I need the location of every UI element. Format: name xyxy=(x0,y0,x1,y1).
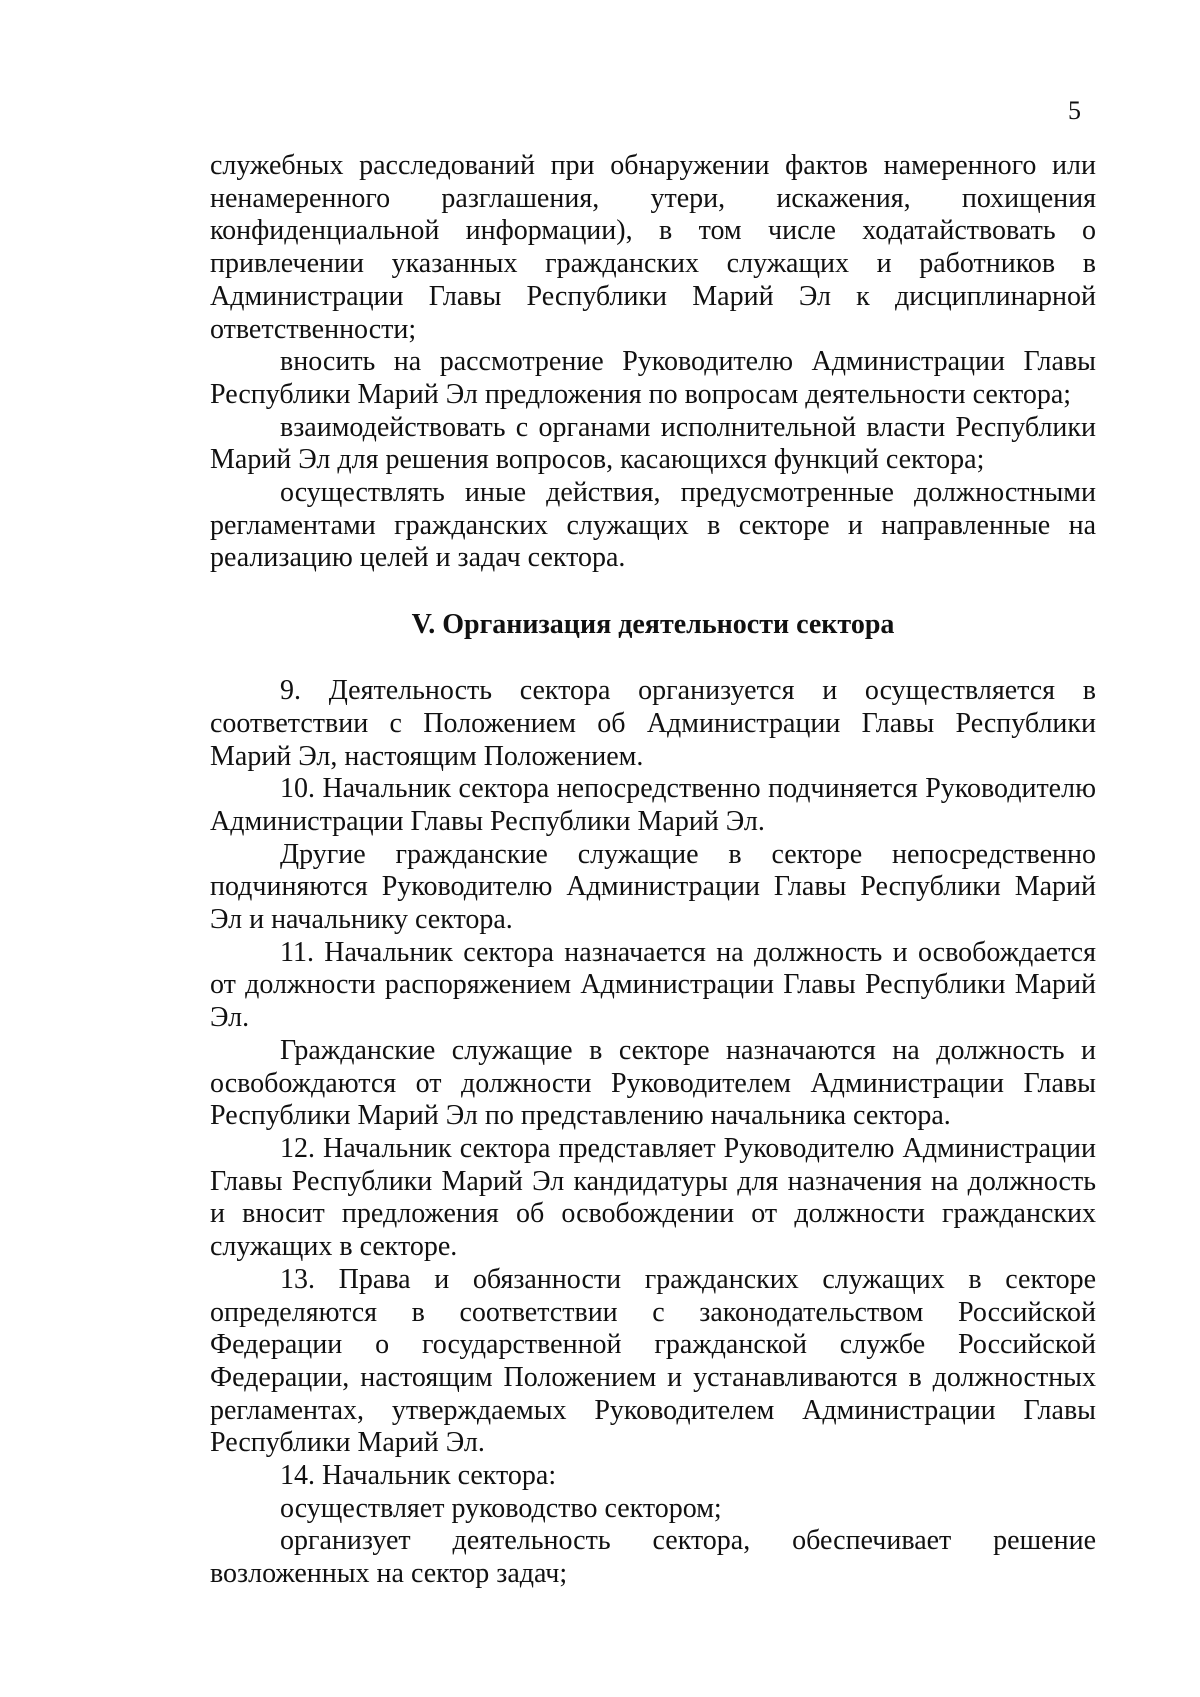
paragraph-item-14: 14. Начальник сектора: xyxy=(280,1460,557,1492)
section-heading: V. Организация деятельности сектора xyxy=(411,609,895,641)
paragraph: взаимодействовать с органами исполнительной власти Республики Марий Эл для решения вопросов, касающихся функций сектора; xyxy=(210,411,1096,476)
paragraph-item-13: 13. Права и обязанности гражданских служащих в секторе определяются в соответствии с законодательством Российской Федерации о государственной гражданской службе Российской Федерации, настоящим Положением и устанавливаются в должностных регламентах, утверждаемых Руководителем Администрации Главы Республики Марий Эл. xyxy=(210,1263,1096,1459)
page-number: 5 xyxy=(1068,96,1081,125)
paragraph: Гражданские служащие в секторе назначаются на должность и освобождаются от должности Руководителем Администрации Главы Республики Марий Эл по представлению начальника сектора. xyxy=(210,1034,1096,1132)
paragraph-item-10: 10. Начальник сектора непосредственно подчиняется Руководителю Администрации Главы Республики Марий Эл. xyxy=(210,773,1096,837)
paragraph-item-11: 11. Начальник сектора назначается на должность и освобождается от должности распоряжением Администрации Главы Республики Марий Эл. xyxy=(210,936,1096,1034)
paragraph: Другие гражданские служащие в секторе непосредственно подчиняются Руководителю Администрации Главы Республики Марий Эл и начальнику сектора. xyxy=(210,838,1096,936)
paragraph: организует деятельность сектора, обеспечивает решение возложенных на сектор задач; xyxy=(210,1525,1096,1590)
paragraph: осуществлять иные действия, предусмотренные должностными регламентами гражданских служащих в секторе и направленные на реализацию целей и задач сектора. xyxy=(210,477,1096,574)
paragraph-item-12: 12. Начальник сектора представляет Руководителю Администрации Главы Республики Марий Эл кандидатуры для назначения на должность и вносит предложения об освобождении от должности гражданских служащих в секторе. xyxy=(210,1132,1096,1263)
paragraph-continuation: служебных расследований при обнаружении фактов намеренного или ненамеренного разглашения, утери, искажения, похищения конфиденциальной информации), в том числе ходатайствовать о привлечении указанных гражданских служащих и работников в Администрации Главы Республики Марий Эл к дисциплинарной ответственности; xyxy=(210,150,1096,345)
paragraph: вносить на рассмотрение Руководителю Администрации Главы Республики Марий Эл предложения по вопросам деятельности сектора; xyxy=(210,346,1096,410)
paragraph-item-9: 9. Деятельность сектора организуется и осуществляется в соответствии с Положением об Администрации Главы Республики Марий Эл, настоящим Положением. xyxy=(210,675,1096,772)
document-body xyxy=(210,150,1096,1591)
paragraph: осуществляет руководство сектором; xyxy=(280,1492,722,1524)
